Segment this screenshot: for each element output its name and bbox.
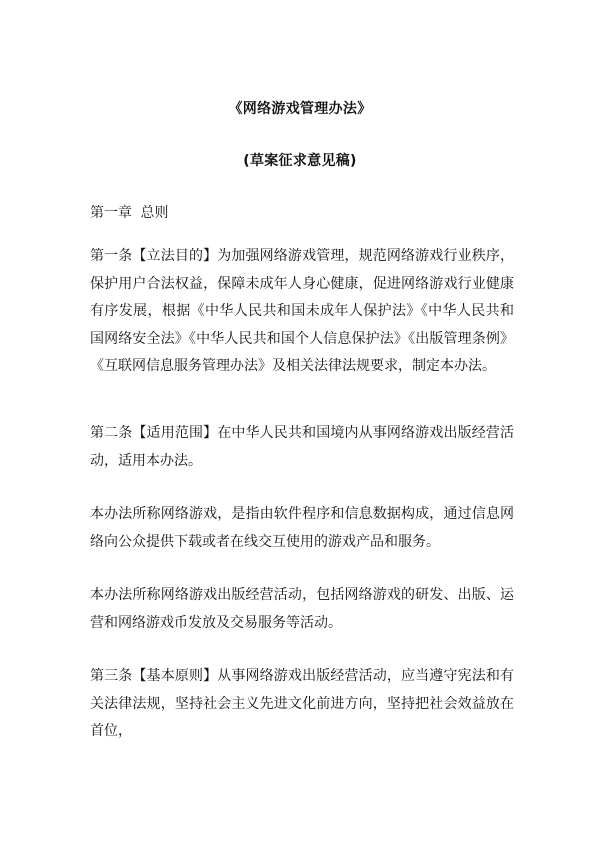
definition-online-game-paragraph: 本办法所称网络游戏，是指由软件程序和信息数据构成，通过信息网络向公众提供下载或者在线交互使用的游戏产品和服务。	[90, 506, 514, 550]
article-1-paragraph: 第一条【立法目的】为加强网络游戏管理，规范网络游戏行业秩序，保护用户合法权益，保障未成年人身心健康，促进网络游戏行业健康有序发展，根据《中华人民共和国未成年人保护法》《中华人民共和国网络安全法》《中华人民共和国个人信息保护法》《出版管理条例》《互联网信息服务管理办法》及相关法律法规要求，制定本办法。	[90, 248, 514, 375]
article-2-paragraph: 第二条【适用范围】在中华人民共和国境内从事网络游戏出版经营活动，适用本办法。	[90, 425, 514, 469]
definition-publishing-activity-paragraph: 本办法所称网络游戏出版经营活动，包括网络游戏的研发、出版、运营和网络游戏币发放及交易服务等活动。	[90, 587, 514, 631]
chapter-heading: 第一章 总则	[90, 205, 169, 221]
document-title: 《网络游戏管理办法》	[228, 101, 372, 117]
document-subtitle: (草案征求意见稿)	[243, 153, 357, 169]
article-3-paragraph: 第三条【基本原则】从事网络游戏出版经营活动，应当遵守宪法和有关法律法规，坚持社会主义先进文化前进方向，坚持把社会效益放在首位，	[90, 668, 514, 740]
